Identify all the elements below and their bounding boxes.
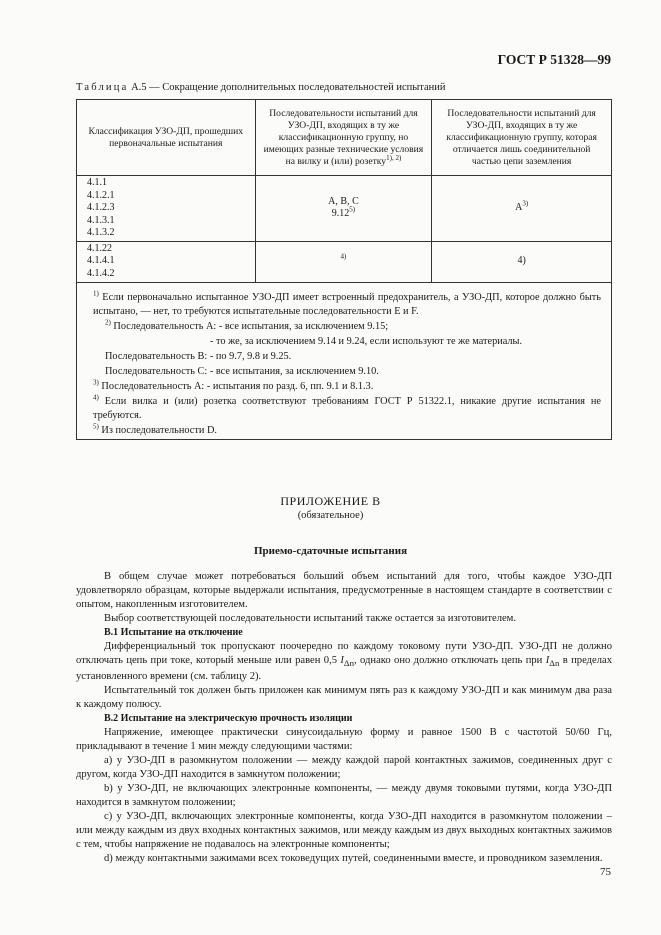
paragraph-text: , однако оно должно отключать цепь при [354,655,546,666]
classification-code: 4.1.3.2 [87,227,115,238]
classification-code: 4.1.22 [87,242,112,254]
note-text: Последовательность A: - все испытания, за исключением 9.15; [110,321,389,332]
column-header-earthing: Последовательности испытаний для УЗО-ДП, входящих в ту же классификационную группу, которая отличается лишь соединительной частью цепи заземления [432,100,612,176]
note-2-continued [93,335,601,349]
list-item: b) у УЗО-ДП, не включающих электронные компоненты, — между двумя токовыми путями, когда УЗО-ДП находится в замкнутом положении; [76,783,612,809]
column-header-note-ref: 1), 2) [386,153,402,162]
appendix-subtitle: (обязательное) [297,510,364,521]
column-header-classification: Классификация УЗО-ДП, прошедших первоначальные испытания [77,100,256,176]
paragraph: Напряжение, имеющее практически синусоидальную форму и равное 1500 В с частотой 50/60 Гц, прикладывают в течение 1 мин между следующими частями: [76,727,612,753]
current-symbol: I [340,655,344,666]
note-4 [93,395,601,423]
document-code: ГОСТ Р 51328—99 [497,52,611,67]
note-marker: 3) [93,378,99,387]
sequence-letters: A, B, C [328,195,359,207]
note-5 [93,424,601,438]
section-title: Приемо-сдаточные испытания [253,545,408,557]
appendix-body [76,570,612,866]
different-plug-sequences [255,176,432,242]
sequence-clause-note-ref: 5) [349,205,356,214]
note-text: Последовательность A: - испытания по разд. 6, пп. 9.1 и 8.1.3. [98,381,374,392]
earthing-sequence-text: A [515,202,523,213]
sequence-clause-text: 9.12 [331,208,350,220]
table-caption-text: А.5 — Сокращение дополнительных последовательностей испытаний [128,82,446,93]
classification-code: 4.1.2.3 [87,202,115,213]
page-number: 75 [600,866,611,878]
note-text: Если вилка и (или) розетка соответствуют требованиям ГОСТ Р 51322.1, никакие другие испытания не требуются. [93,396,601,421]
current-subscript: Δn [549,658,560,669]
note-marker: 5) [93,422,99,431]
list-item: d) между контактными зажимами всех токоведущих путей, соединенными вместе, и проводником заземления. [104,853,603,865]
note-text: Из последовательности D. [98,425,217,436]
list-item: a) у УЗО-ДП в разомкнутом положении — между каждой парой контактных зажимов, соединенных друг с другом, когда УЗО-ДП находится в замкнутом положении; [76,755,612,781]
earthing-sequences [432,176,612,242]
classification-codes [77,176,256,242]
note-marker: 2) [105,318,111,327]
note-text: Последовательность C: - все испытания, за исключением 9.10. [105,366,379,377]
column-header-different-plug-text: Последовательности испытаний для УЗО-ДП, входящих в ту же классификационную группу, но имеющих разные технические условия на вилку и (или) розетку [263,107,424,167]
paragraph: Испытательный ток должен быть приложен как минимум пять раз к каждому УЗО-ДП и как минимум два раза к каждому полюсу. [76,685,612,711]
classification-code: 4.1.1 [87,177,107,188]
note-text: Если первоначально испытанное УЗО-ДП имеет встроенный предохранитель, а УЗО-ДП, которое должно быть испытано, — нет, то требуются испытательные последовательности E и F. [93,292,601,317]
paragraph: Выбор соответствующей последовательности испытаний также остается за изготовителем. [104,613,517,624]
paragraph [76,640,612,684]
table-notes [76,275,612,440]
table-caption [76,82,446,93]
subsection-heading: В.1 Испытание на отключение [104,627,243,638]
classification-code: 4.1.2.1 [87,189,115,201]
earthing-sequences: 4) [432,241,612,282]
note-1 [93,291,601,319]
list-item: c) у УЗО-ДП, включающих электронные компоненты, когда УЗО-ДП находится в разомкнутом положении – или между каждым из двух входных контактных зажимов, или между каждым из двух выходных контактных зажимов с тем, чтобы напряжение не подавалось на электронные компоненты; [76,811,612,851]
paragraph-text: в пределах установленного времени (см. таблицу 2). [76,655,613,683]
sequence-clause [257,205,431,221]
note-ref: 4) [340,252,347,261]
earthing-sequence-note-ref: 3) [522,199,529,208]
test-sequence-table [76,99,612,283]
classification-code: 4.1.4.2 [87,267,115,279]
paragraph-text: Дифференциальный ток пропускают поочередно по каждому токовому пути УЗО-ДП. УЗО-ДП не должно отключать цепь при токе, который меньше или равен 0,5 [76,641,612,666]
classification-code: 4.1.4.1 [87,255,115,267]
note-marker: 4) [93,393,99,402]
table-caption-label: Таблица [76,82,129,93]
column-header-different-plug [255,100,432,176]
note-2-sequence-b [93,350,601,364]
note-2 [93,320,601,334]
appendix-title: ПРИЛОЖЕНИЕ В [280,494,381,508]
note-marker: 1) [93,289,99,298]
note-text: - то же, за исключением 9.14 и 9.24, если используют те же материалы. [210,336,523,347]
note-text: Последовательность B: - по 9.7, 9.8 и 9.25. [105,351,292,362]
subsection-heading: В.2 Испытание на электрическую прочность изоляции [104,713,353,725]
note-3 [93,380,601,394]
note-2-sequence-c [93,365,601,379]
paragraph: В общем случае может потребоваться больший объем испытаний для того, чтобы каждое УЗО-ДП удовлетворяло образцам, которые выдержали испытания, предусмотренные в настоящем стандарте в соответствии с опытом, накопленным изготовителем. [76,571,612,610]
current-symbol: I [545,655,550,666]
classification-code: 4.1.3.1 [87,214,115,226]
current-subscript: Δn [343,658,354,669]
table-row [77,176,612,242]
